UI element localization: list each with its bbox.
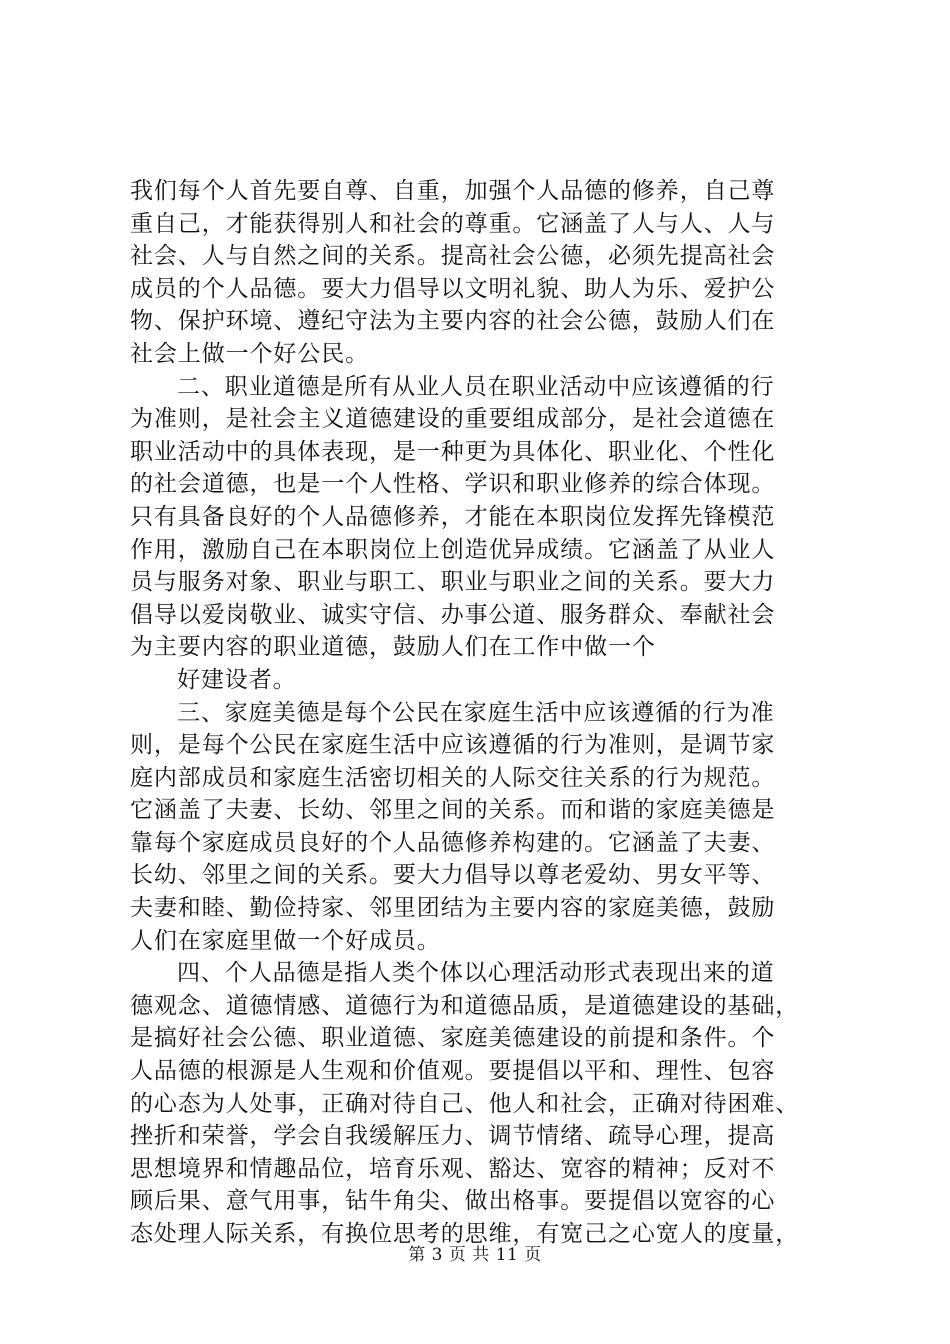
text-line: 作用，激励自己在本职岗位上创造优异成绩。它涵盖了从业人 <box>130 536 776 563</box>
paragraph-start-line: 四、个人品德是指人类个体以心理活动形式表现出来的道 <box>177 960 775 987</box>
text-line: 为主要内容的职业道德，鼓励人们在工作中做一个 <box>130 634 656 661</box>
text-line: 则，是每个公民在家庭生活中应该遵循的行为准则，是调节家 <box>130 732 776 759</box>
text-line: 的心态为人处事，正确对待自己、他人和社会，正确对待困难、 <box>130 1090 800 1117</box>
text-line: 成员的个人品德。要大力倡导以文明礼貌、助人为乐、爱护公 <box>130 275 776 302</box>
text-line: 倡导以爱岗敬业、诚实守信、办事公道、服务群众、奉献社会 <box>130 601 776 628</box>
text-line: 物、保护环境、遵纪守法为主要内容的社会公德，鼓励人们在 <box>130 308 776 335</box>
text-line: 人品德的根源是人生观和价值观。要提倡以平和、理性、包容 <box>130 1058 776 1085</box>
text-line: 长幼、邻里之间的关系。要大力倡导以尊老爱幼、男女平等、 <box>130 862 776 889</box>
text-line: 员与服务对象、职业与职工、职业与职业之间的关系。要大力 <box>130 569 776 596</box>
text-line: 夫妻和睦、勤俭持家、邻里团结为主要内容的家庭美德，鼓励 <box>130 895 776 922</box>
text-line: 我们每个人首先要自尊、自重，加强个人品德的修养，自己尊 <box>130 178 776 204</box>
text-line: 是搞好社会公德、职业道德、家庭美德建设的前提和条件。个 <box>130 1025 776 1052</box>
text-line: 态处理人际关系，有换位思考的思维，有宽己之心宽人的度量， <box>130 1221 800 1247</box>
text-line: 人们在家庭里做一个好成员。 <box>130 927 441 954</box>
text-line: 它涵盖了夫妻、长幼、邻里之间的关系。而和谐的家庭美德是 <box>130 797 776 824</box>
text-line: 顾后果、意气用事，钻牛角尖、做出格事。要提倡以宽容的心 <box>130 1188 776 1215</box>
page-number-footer: 第 3 页 共 11 页 <box>408 1245 542 1265</box>
text-line: 靠每个家庭成员良好的个人品德修养构建的。它涵盖了夫妻、 <box>130 829 776 856</box>
text-line: 德观念、道德情感、道德行为和道德品质，是道德建设的基础， <box>130 992 800 1019</box>
text-line: 为准则，是社会主义道德建设的重要组成部分，是社会道德在 <box>130 406 776 433</box>
text-line: 职业活动中的具体表现，是一种更为具体化、职业化、个性化 <box>130 438 776 465</box>
text-line: 好建设者。 <box>177 666 297 693</box>
paragraph-start-line: 二、职业道德是所有从业人员在职业活动中应该遵循的行 <box>177 373 775 400</box>
text-line: 重自己，才能获得别人和社会的尊重。它涵盖了人与人、人与 <box>130 210 776 237</box>
document-body <box>130 175 830 1251</box>
text-line: 的社会道德，也是一个人性格、学识和职业修养的综合体现。 <box>130 471 776 498</box>
text-line: 社会、人与自然之间的关系。提高社会公德，必须先提高社会 <box>130 243 776 270</box>
text-line: 只有具备良好的个人品德修养，才能在本职岗位发挥先锋模范 <box>130 503 776 530</box>
text-line: 庭内部成员和家庭生活密切相关的人际交往关系的行为规范。 <box>130 764 776 791</box>
text-line: 挫折和荣誉，学会自我缓解压力、调节情绪、疏导心理，提高 <box>130 1123 776 1150</box>
text-line: 社会上做一个好公民。 <box>130 340 369 367</box>
paragraph-start-line: 三、家庭美德是每个公民在家庭生活中应该遵循的行为准 <box>177 699 775 726</box>
text-line: 思想境界和情趣品位，培育乐观、豁达、宽容的精神；反对不 <box>130 1155 776 1182</box>
